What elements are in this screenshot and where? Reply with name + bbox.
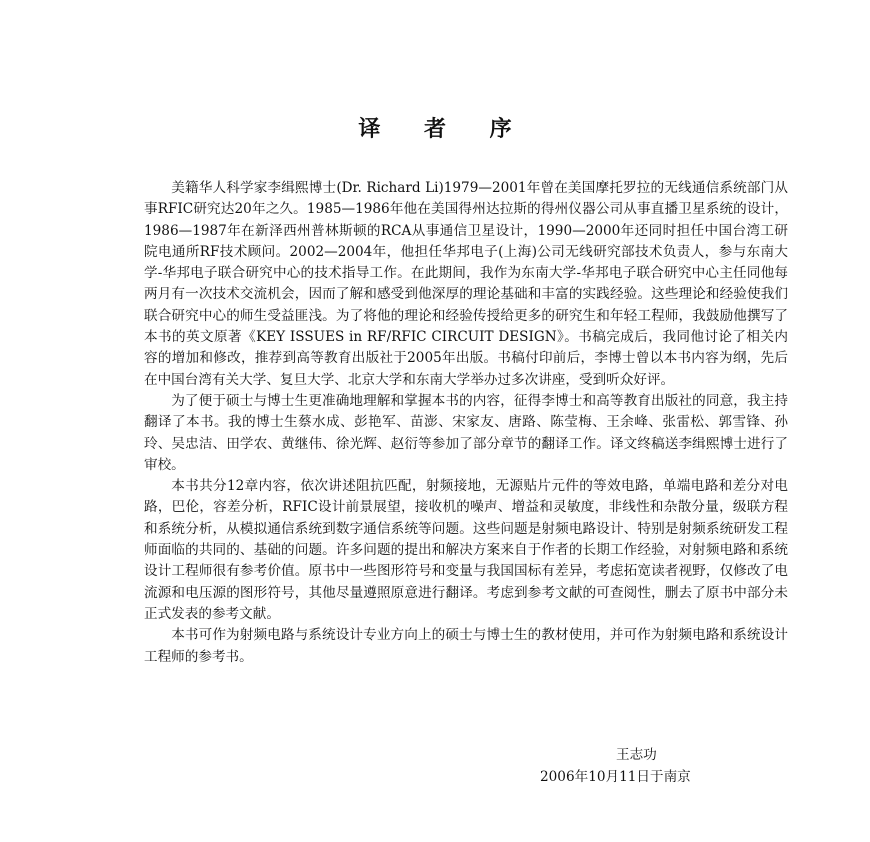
paragraph-2: 为了便于硕士与博士生更准确地理解和掌握本书的内容，征得李博士和高等教育出版社的同意，我主持翻译了本书。我的博士生蔡水成、彭艳军、苗澎、宋家友、唐路、陈莹梅、王余峰、张雷松、郭雪锋、孙玲、吴忠洁、田学农、黄继伟、徐光辉、赵衍等参加了部分章节的翻译工作。译文终稿送李缉熙博士进行了审校。	[144, 392, 788, 473]
page-title: 译 者 序	[358, 116, 530, 142]
signature-block	[540, 744, 770, 788]
paragraph-3: 本书共分12章内容，依次讲述阻抗匹配，射频接地，无源贴片元件的等效电路，单端电路和差分对电路，巴伦，容差分析，RFIC设计前景展望，接收机的噪声、增益和灵敏度，非线性和杂散分量，级联方程和系统分析，从模拟通信系统到数字通信系统等问题。这些问题是射频电路设计、特别是射频系统研发工程师面临的共同的、基础的问题。许多问题的提出和解决方案来自于作者的长期工作经验，对射频电路和系统设计工程师很有参考价值。原书中一些图形符号和变量与我国国标有差异，考虑拓宽读者视野，仅修改了电流源和电压源的图形符号，其他尽量遵照原意进行翻译。考虑到参考文献的可查阅性，删去了原书中部分未正式发表的参考文献。	[144, 478, 788, 622]
paragraph-4: 本书可作为射频电路与系统设计专业方向上的硕士与博士生的教材使用，并可作为射频电路和系统设计工程师的参考书。	[144, 627, 788, 665]
signature-date: 2006年10月11日于南京	[540, 769, 691, 785]
body-text	[144, 178, 788, 668]
translator-name: 王志功	[616, 747, 657, 763]
paragraph-1: 美籍华人科学家李缉熙博士(Dr. Richard Li)1979—2001年曾在美国摩托罗拉的无线通信系统部门从事RFIC研究达20年之久。1985—1986年他在美国得州达拉斯的得州仪器公司从事直播卫星系统的设计，1986—1987年在新泽西州普林斯顿的RCA从事通信卫星设计，1990—2000年还同时担任中国台湾工研院电通所RF技术顾问。2002—2004年，他担任华邦电子(上海)公司无线研究部技术负责人，参与东南大学-华邦电子联合研究中心的技术指导工作。在此期间，我作为东南大学-华邦电子联合研究中心主任同他每两月有一次技术交流机会，因而了解和感受到他深厚的理论基础和丰富的实践经验。这些理论和经验使我们联合研究中心的师生受益匪浅。为了将他的理论和经验传授给更多的研究生和年轻工程师，我鼓励他撰写了本书的英文原著《KEY ISSUES in RF/RFIC CIRCUIT DESIGN》。书稿完成后，我同他讨论了相关内容的增加和修改，推荐到高等教育出版社于2005年出版。书稿付印前后，李博士曾以本书内容为纲，先后在中国台湾有关大学、复旦大学、北京大学和东南大学举办过多次讲座，受到听众好评。	[144, 180, 788, 388]
